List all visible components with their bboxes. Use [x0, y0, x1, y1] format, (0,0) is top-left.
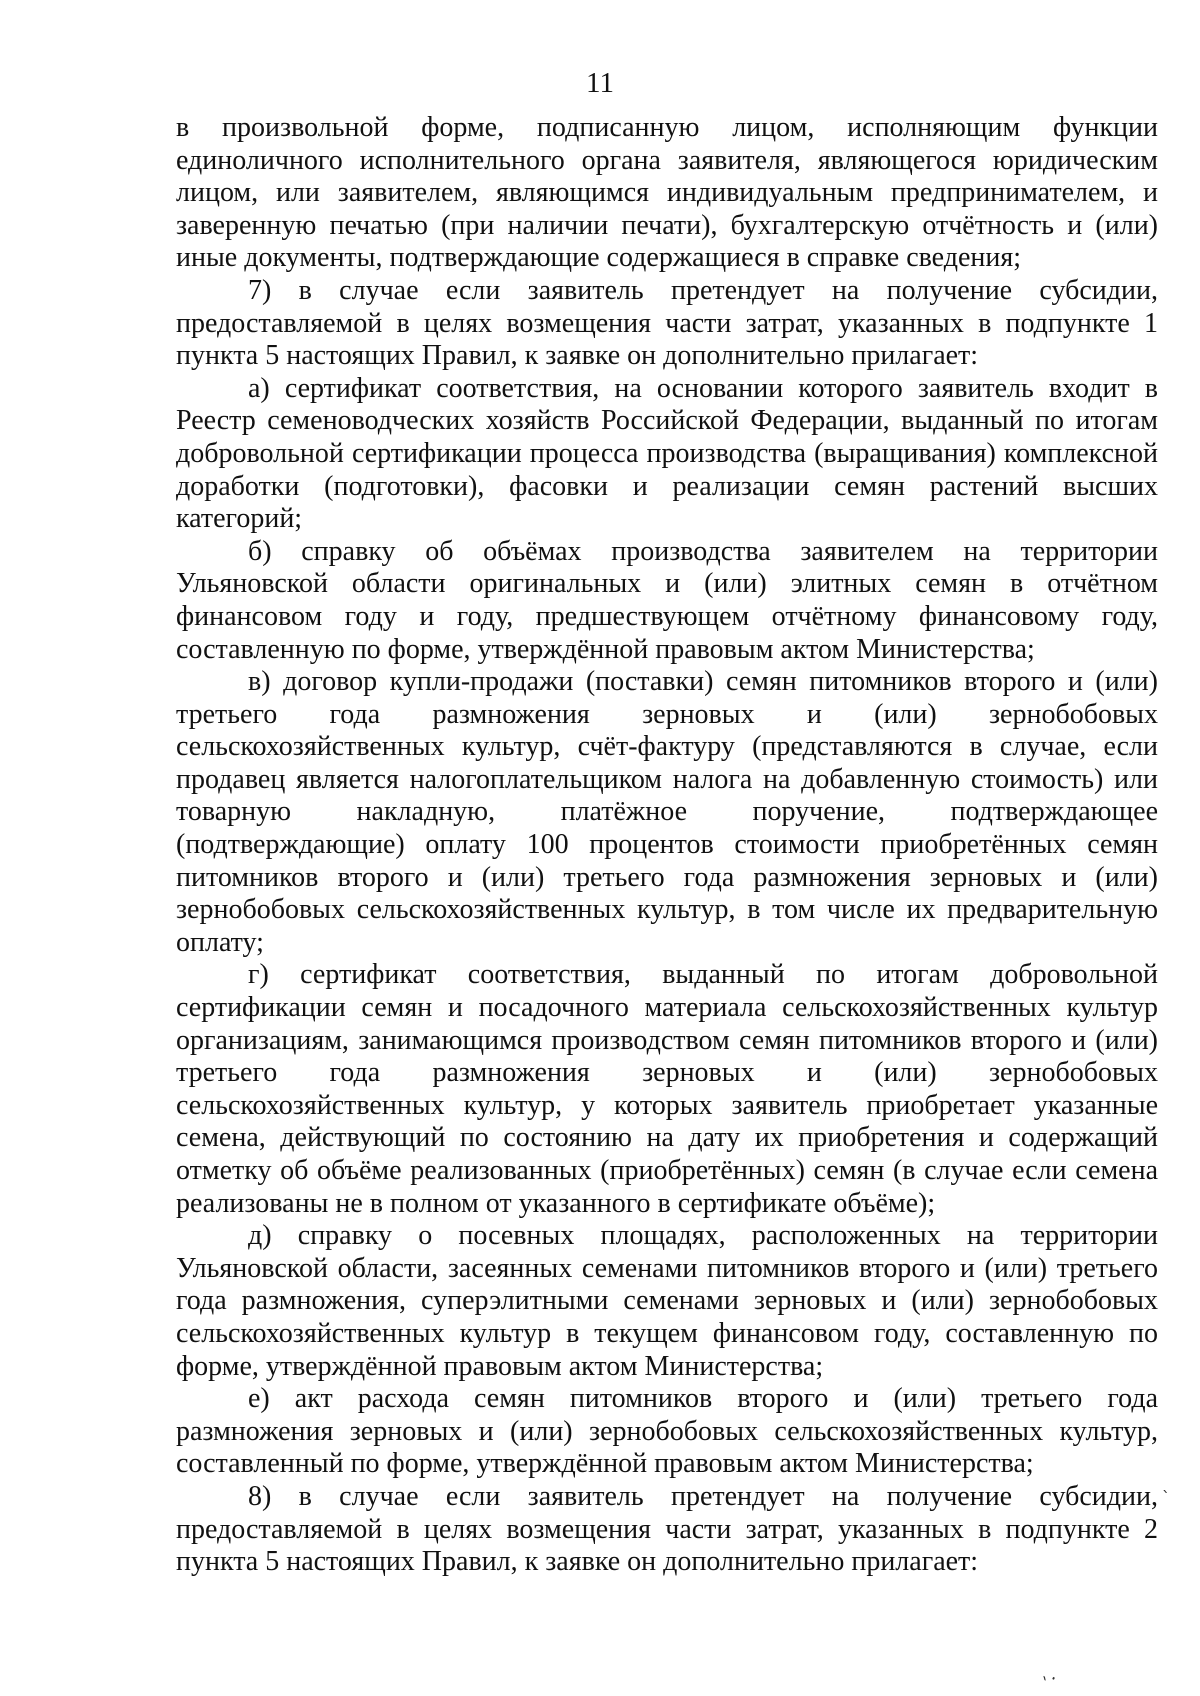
paragraph-item-7: 7) в случае если заявитель претендует на получение субсидии, предоставляемой в целях возмещения части затрат, указанных в подпункте 1 пункта 5 настоящих Правил, к заявке он дополнительно прилагает:: [176, 274, 1158, 372]
document-body: [176, 112, 1158, 1579]
paragraph-item-e: е) акт расхода семян питомников второго и (или) третьего года размножения зерновых и (или) зернобобовых сельскохозяйственных культур, составленный по форме, утверждённой правовым актом Министерства;: [176, 1383, 1158, 1480]
paragraph-item-d: д) справку о посевных площадях, расположенных на территории Ульяновской области, засеянных семенами питомников второго и (или) третьего года размножения, суперэлитными семенами зерновых и (или) зернобобовых сельскохозяйственных культур в текущем финансовом году, составленную по форме, утверждённой правовым актом Министерства;: [176, 1220, 1158, 1382]
scan-artifact-mark: ˎ.: [1040, 1659, 1063, 1686]
paragraph-item-g: г) сертификат соответствия, выданный по итогам добровольной сертификации семян и посадочного материала сельскохозяйственных культур организациям, занимающимся производством семян питомников второго и (или) третьего года размножения зерновых и (или) зернобобовых сельскохозяйственных культур, у которых заявитель приобретает указанные семена, действующий по состоянию на дату их приобретения и содержащий отметку об объёме реализованных (приобретённых) семян (в случае если семена реализованы не в полном от указанного в сертификате объёме);: [176, 959, 1158, 1219]
paragraph-item-8: 8) в случае если заявитель претендует на получение субсидии, предоставляемой в целях возмещения части затрат, указанных в подпункте 2 пункта 5 настоящих Правил, к заявке он дополнительно прилагает:: [176, 1480, 1158, 1578]
scan-speck-mark: ˋ: [1162, 1488, 1170, 1507]
paragraph-item-v: в) договор купли-продажи (поставки) семян питомников второго и (или) третьего года размножения зерновых и (или) зернобобовых сельскохозяйственных культур, счёт-фактуру (представляются в случае, если продавец является налогоплательщиком налога на добавленную стоимость) или товарную накладную, платёжное поручение, подтверждающее (подтверждающие) оплату 100 процентов стоимости приобретённых семян питомников второго и (или) третьего года размножения зерновых и (или) зернобобовых сельскохозяйственных культур, в том числе их предварительную оплату;: [176, 666, 1158, 958]
paragraph-item-a: а) сертификат соответствия, на основании которого заявитель входит в Реестр семеноводческих хозяйств Российской Федерации, выданный по итогам добровольной сертификации процесса производства (выращивания) комплексной доработки (подготовки), фасовки и реализации семян растений высших категорий;: [176, 372, 1158, 535]
page-number: 11: [586, 67, 614, 99]
paragraph-item-b: б) справку об объёмах производства заявителем на территории Ульяновской области оригинальных и (или) элитных семян в отчётном финансовом году и году, предшествующем отчётному финансовому году, составленную по форме, утверждённой правовым актом Министерства;: [176, 535, 1158, 665]
paragraph-continuation: в произвольной форме, подписанную лицом, исполняющим функции единоличного исполнительного органа заявителя, являющегося юридическим лицом, или заявителем, являющимся индивидуальным предпринимателем, и заверенную печатью (при наличии печати), бухгалтерскую отчётность и (или) иные документы, подтверждающие содержащиеся в справке сведения;: [176, 112, 1158, 274]
